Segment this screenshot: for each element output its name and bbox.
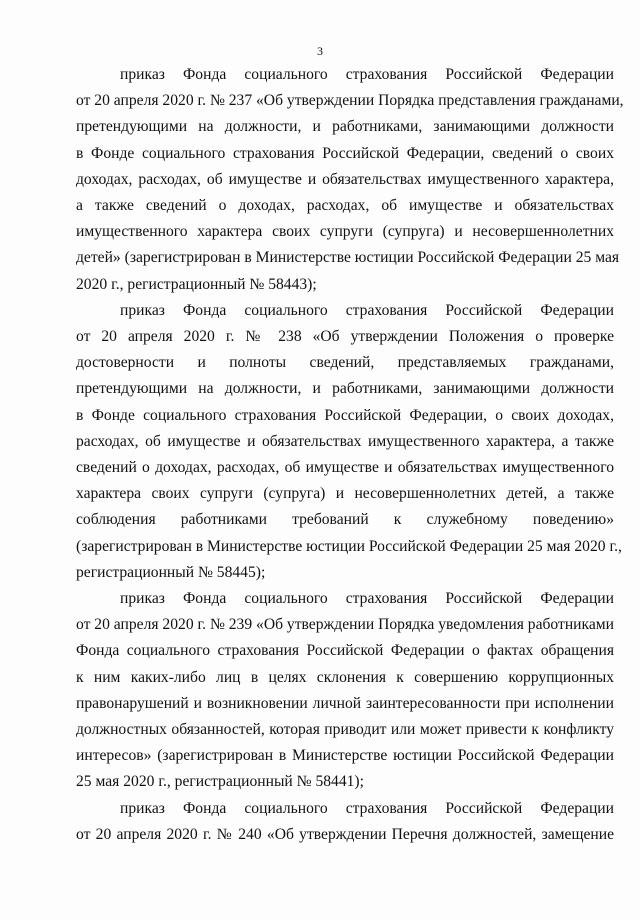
text-line: в Фонде социального страхования Российской Федерации, о своих доходах,	[76, 406, 614, 424]
text-line: а также сведений о доходах, расходах, об имуществе и обязательствах	[76, 197, 614, 215]
text-line: имущественного характера своих супруги (супруга) и несовершеннолетних	[76, 223, 614, 241]
text-line: приказ Фонда социального страхования Российской Федерации	[120, 590, 614, 608]
text-line: 2020 г., регистрационный № 58443);	[76, 275, 317, 293]
text-line: достоверности и полноты сведений, представляемых гражданами,	[76, 354, 614, 372]
paragraph-order-238	[76, 298, 622, 586]
text-line: характера своих супруги (супруга) и несовершеннолетних детей, а также	[76, 485, 614, 503]
document-body	[76, 62, 624, 848]
text-line: претендующими на должности, и работниками, занимающими должности	[76, 380, 614, 398]
text-line: в Фонде социального страхования Российской Федерации, сведений о своих	[76, 144, 614, 162]
text-line: от 20 апреля 2020 г. № 239 «Об утверждении Порядка уведомления работниками	[76, 616, 614, 634]
page-number: 3	[317, 44, 323, 58]
text-line: должностных обязанностей, которая приводит или может привести к конфликту	[76, 721, 614, 739]
paragraph-order-240	[76, 796, 614, 848]
text-line: от 20 апреля 2020 г. № 238 «Об утверждении Положения о проверке	[76, 328, 614, 346]
text-line: претендующими на должности, и работниками, занимающими должности	[76, 118, 614, 136]
text-line: интересов» (зарегистрирован в Министерстве юстиции Российской Федерации	[76, 747, 614, 765]
text-line: соблюдения работниками требований к служебному поведению»	[76, 511, 614, 529]
text-line: к ним каких-либо лиц в целях склонения к совершению коррупционных	[76, 668, 614, 686]
text-line: (зарегистрирован в Министерстве юстиции Российской Федерации 25 мая 2020 г.,	[76, 537, 622, 555]
text-line: от 20 апреля 2020 г. № 237 «Об утверждении Порядка представления гражданами,	[76, 92, 624, 110]
paragraph-order-237	[76, 62, 624, 298]
text-line: детей» (зарегистрирован в Министерстве юстиции Российской Федерации 25 мая	[76, 249, 620, 267]
text-line: правонарушений и возникновении личной заинтересованности при исполнении	[76, 694, 614, 712]
text-line: приказ Фонда социального страхования Российской Федерации	[120, 301, 614, 319]
paragraph-order-239	[76, 586, 614, 796]
text-line: от 20 апреля 2020 г. № 240 «Об утверждении Перечня должностей, замещение	[76, 825, 614, 843]
text-line: расходах, об имуществе и обязательствах имущественного характера, а также	[76, 432, 614, 450]
text-line: регистрационный № 58445);	[76, 563, 266, 581]
text-line: Фонда социального страхования Российской Федерации о фактах обращения	[76, 642, 614, 660]
text-line: приказ Фонда социального страхования Российской Федерации	[120, 799, 614, 817]
text-line: 25 мая 2020 г., регистрационный № 58441);	[76, 773, 364, 791]
text-line: доходах, расходах, об имуществе и обязательствах имущественного характера,	[76, 170, 614, 188]
text-line: сведений о доходах, расходах, об имуществе и обязательствах имущественного	[76, 459, 614, 477]
text-line: приказ Фонда социального страхования Российской Федерации	[120, 66, 614, 83]
